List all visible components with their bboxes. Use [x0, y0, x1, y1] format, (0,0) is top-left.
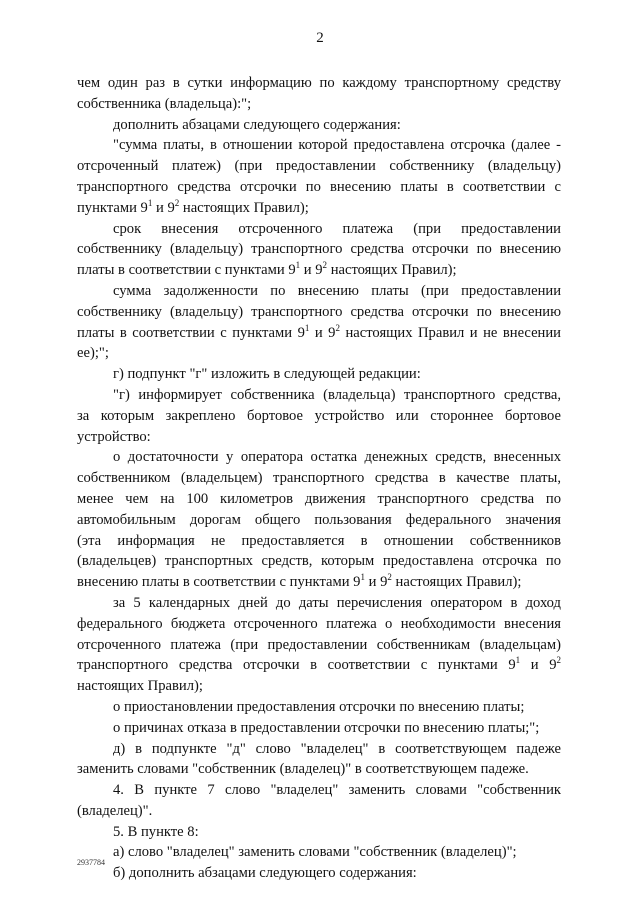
text-span: заменить словами "собственник (владелец)" в соответствующем падеже.: [77, 761, 529, 778]
superscript: 1: [295, 260, 301, 271]
text-span: ее);";: [77, 345, 109, 362]
text-line: [77, 801, 561, 822]
text-span: о приостановлении предоставления отсрочки по внесению платы;: [113, 698, 525, 715]
text-span: дополнить абзацами следующего содержания:: [113, 116, 401, 133]
text-line: [77, 219, 561, 240]
text-span: чем один раз в сутки информацию по каждому транспортному средству: [77, 75, 561, 91]
text-span: (владелец)".: [77, 802, 153, 819]
text-line: [77, 510, 561, 531]
text-span: платы в соответствии с пунктами 9: [77, 324, 305, 341]
text-span: а) слово "владелец" заменить словами "собственник (владелец)";: [113, 844, 517, 861]
text-line: [77, 135, 561, 156]
text-line: [77, 94, 561, 115]
text-line: [77, 364, 561, 385]
text-line: [77, 343, 561, 364]
text-line: [77, 739, 561, 760]
text-line: [77, 718, 561, 739]
text-line: [77, 198, 561, 219]
text-line: [77, 323, 561, 344]
text-span: и 9: [300, 262, 323, 279]
text-span: 5. В пункте 8:: [113, 823, 199, 840]
text-span: транспортного средства отсрочки по внесению платы в соответствии с: [77, 178, 561, 195]
superscript: 1: [515, 655, 521, 666]
text-span: г) подпункт "г" изложить в следующей редакции:: [113, 366, 421, 383]
text-span: и 9: [520, 657, 557, 674]
text-span: устройство:: [77, 428, 151, 445]
text-span: за которым закреплено бортовое устройство или стороннее бортовое: [77, 407, 561, 424]
text-span: "сумма платы, в отношении которой предоставлена отсрочка (далее -: [113, 137, 561, 154]
text-line: [77, 863, 561, 884]
text-line: [77, 260, 561, 281]
text-line: [77, 822, 561, 843]
text-line: [77, 385, 561, 406]
text-line: [77, 115, 561, 136]
text-line: [77, 447, 561, 468]
document-body: [77, 73, 561, 884]
text-span: внесению платы в соответствии с пунктами 9: [77, 574, 361, 591]
text-line: [77, 614, 561, 635]
text-span: "г) информирует собственника (владельца) транспортного средства,: [113, 386, 561, 403]
text-line: [77, 156, 561, 177]
text-line: [77, 468, 561, 489]
text-span: пунктами 9: [77, 199, 148, 216]
text-line: [77, 697, 561, 718]
text-span: (эта информация не предоставляется в отношении собственников: [77, 532, 561, 549]
text-line: [77, 406, 561, 427]
text-span: сумма задолженности по внесению платы (при предоставлении: [113, 282, 561, 299]
text-line: [77, 635, 561, 656]
text-span: 4. В пункте 7 слово "владелец" заменить словами "собственник: [113, 782, 561, 799]
page-number: 2: [316, 30, 324, 46]
text-line: [77, 489, 561, 510]
text-line: [77, 759, 561, 780]
text-line: [77, 780, 561, 801]
text-span: собственнику (владельцу) транспортного средства отсрочки по внесению: [77, 241, 561, 258]
text-span: платы в соответствии с пунктами 9: [77, 262, 296, 279]
superscript: 1: [304, 322, 310, 333]
text-span: настоящих Правил);: [391, 574, 522, 591]
text-line: [77, 551, 561, 572]
text-line: [77, 572, 561, 593]
superscript: 1: [360, 572, 365, 583]
text-span: настоящих Правил);: [179, 199, 309, 216]
superscript: 2: [174, 197, 180, 208]
text-span: автомобильным дорогам общего пользования федерального значения: [77, 511, 561, 528]
text-line: [77, 427, 561, 448]
text-span: собственника (владельца):";: [77, 95, 252, 112]
text-span: о причинах отказа в предоставлении отсрочки по внесению платы;";: [113, 719, 540, 736]
text-span: б) дополнить абзацами следующего содержания:: [113, 865, 417, 882]
text-span: отсроченного платежа (при предоставлении собственникам (владельцам): [77, 636, 561, 653]
text-span: и 9: [309, 324, 336, 341]
text-span: транспортного средства отсрочки в соответствии с пунктами 9: [77, 657, 516, 674]
text-span: отсроченный платеж) (при предоставлении собственнику (владельцу): [77, 158, 561, 175]
superscript: 2: [322, 260, 328, 271]
text-span: собственником (владельцем) транспортного средства в качестве платы,: [77, 470, 561, 487]
text-span: срок внесения отсроченного платежа (при предоставлении: [113, 220, 561, 237]
text-line: [77, 177, 561, 198]
text-span: (владельцев) транспортных средств, которым предоставлена отсрочка по: [77, 553, 561, 570]
text-line: [77, 531, 561, 552]
text-line: [77, 239, 561, 260]
text-span: собственнику (владельцу) транспортного средства отсрочки по внесению: [77, 303, 561, 320]
text-span: настоящих Правил и не внесении: [339, 324, 561, 341]
text-span: федерального бюджета отсроченного платежа о необходимости внесения: [77, 615, 561, 632]
text-span: д) в подпункте "д" слово "владелец" в соответствующем падеже: [113, 740, 561, 757]
text-line: [77, 73, 561, 94]
superscript: 2: [335, 322, 340, 333]
text-line: [77, 655, 561, 676]
superscript: 1: [147, 197, 153, 208]
text-span: о достаточности у оператора остатка денежных средств, внесенных: [113, 449, 561, 466]
text-span: и 9: [152, 199, 175, 216]
superscript: 2: [556, 655, 561, 666]
text-line: [77, 281, 561, 302]
text-line: [77, 842, 561, 863]
text-span: за 5 календарных дней до даты перечисления оператором в доход: [113, 594, 561, 611]
document-code: 2937784: [77, 858, 105, 867]
text-span: настоящих Правил);: [327, 262, 457, 279]
text-line: [77, 593, 561, 614]
superscript: 2: [387, 572, 392, 583]
text-line: [77, 676, 561, 697]
text-line: [77, 302, 561, 323]
text-span: настоящих Правил);: [77, 678, 203, 695]
text-span: и 9: [364, 574, 388, 591]
text-span: менее чем на 100 километров движения транспортного средства по: [77, 490, 561, 507]
